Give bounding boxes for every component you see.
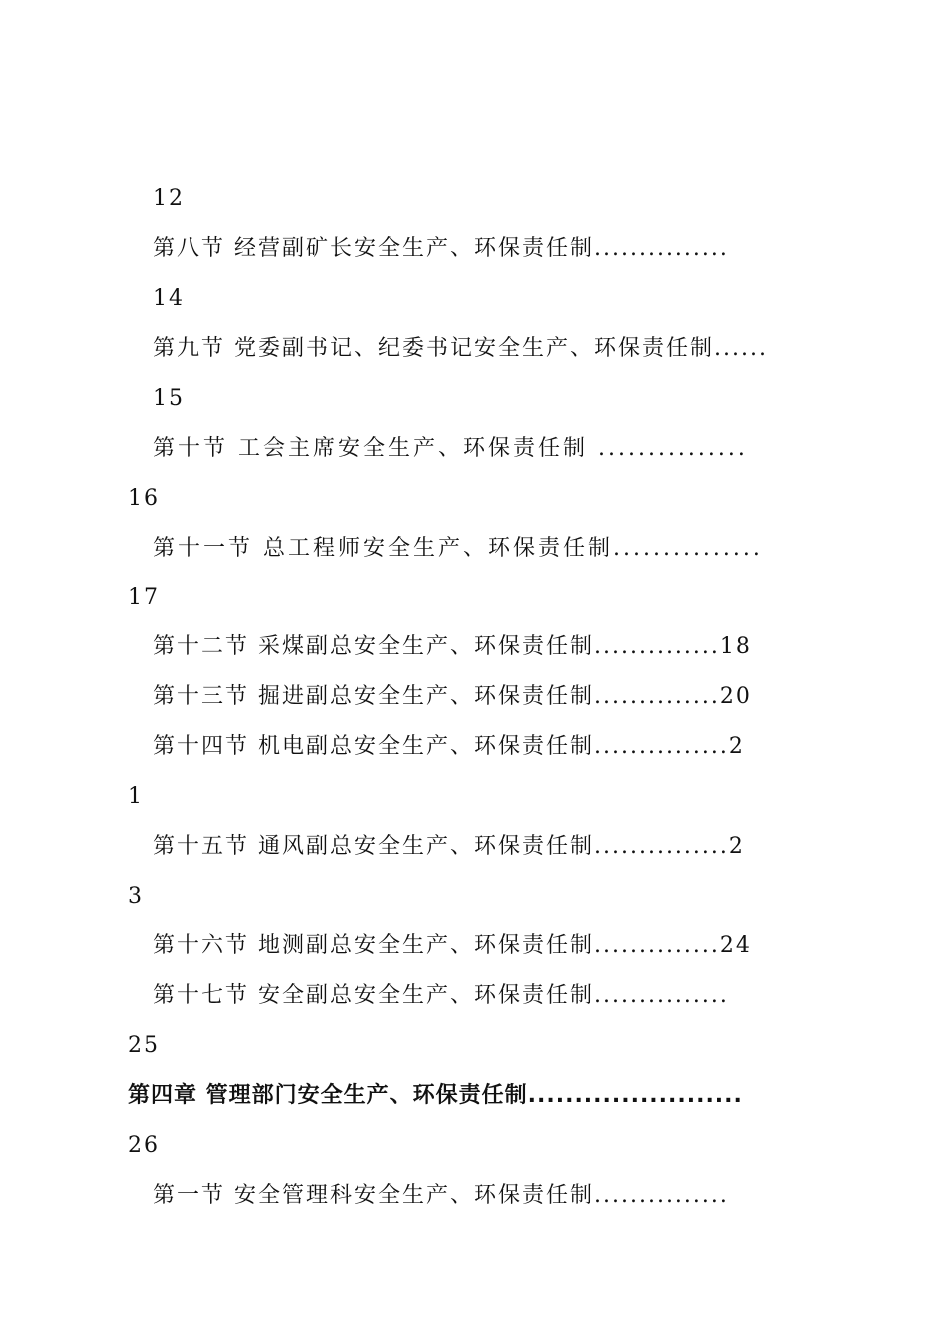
toc-entry: 第十四节 机电副总安全生产、环保责任制...............2 — [153, 734, 745, 759]
toc-page-number: 14 — [153, 286, 185, 311]
toc-page-number: 12 — [153, 186, 185, 211]
toc-entry: 第十一节 总工程师安全生产、环保责任制............... — [153, 536, 763, 561]
toc-chapter-entry: 第四章 管理部门安全生产、环保责任制....................... — [128, 1083, 743, 1108]
toc-entry: 第九节 党委副书记、纪委书记安全生产、环保责任制...... — [153, 336, 768, 361]
toc-page-number: 26 — [128, 1133, 160, 1158]
toc-entry: 第十七节 安全副总安全生产、环保责任制............... — [153, 983, 729, 1008]
toc-page-number: 15 — [153, 386, 185, 411]
toc-entry: 第十节 工会主席安全生产、环保责任制 ............... — [153, 436, 748, 461]
toc-entry: 第一节 安全管理科安全生产、环保责任制............... — [153, 1183, 729, 1208]
toc-entry: 第十六节 地测副总安全生产、环保责任制..............24 — [153, 933, 752, 958]
toc-page-number: 3 — [128, 884, 144, 909]
toc-page-number: 16 — [128, 486, 160, 511]
toc-entry: 第十五节 通风副总安全生产、环保责任制...............2 — [153, 834, 745, 859]
toc-entry: 第十三节 掘进副总安全生产、环保责任制..............20 — [153, 684, 752, 709]
toc-page-number: 1 — [128, 784, 144, 809]
toc-entry: 第八节 经营副矿长安全生产、环保责任制............... — [153, 236, 729, 261]
toc-page-number: 25 — [128, 1033, 160, 1058]
toc-page-number: 17 — [128, 585, 160, 610]
toc-entry: 第十二节 采煤副总安全生产、环保责任制..............18 — [153, 634, 752, 659]
